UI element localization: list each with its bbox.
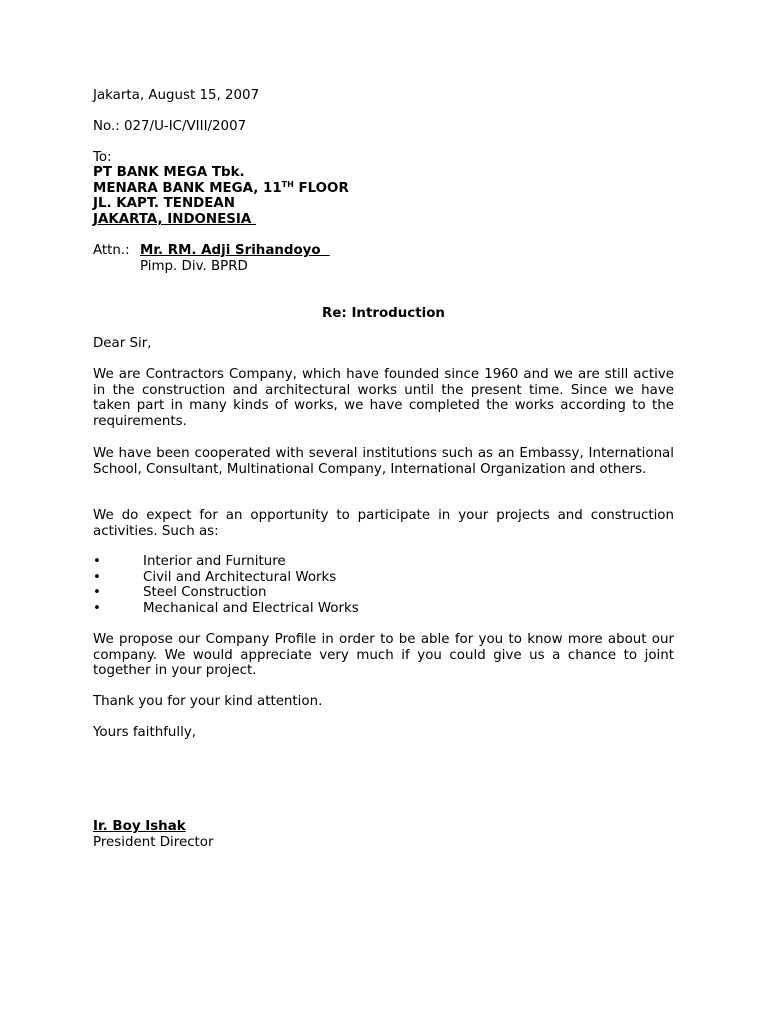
recipient-building-end: FLOOR <box>293 181 349 196</box>
attn-label: Attn.: <box>93 243 130 258</box>
recipient-company: PT BANK MEGA Tbk. <box>93 165 245 180</box>
letter-number: No.: 027/U-IC/VIII/2007 <box>93 119 247 134</box>
bullet-icon: • <box>93 585 101 600</box>
list-item <box>93 601 674 617</box>
signer-name-row <box>93 819 674 835</box>
attn-name: Mr. RM. Adji Srihandoyo <box>140 243 330 258</box>
recipient-city-row <box>93 212 674 228</box>
recipient-street: JL. KAPT. TENDEAN <box>93 196 235 211</box>
paragraph-intro: We are Contractors Company, which have founded since 1960 and we are still active in the construction and architectural works until the present time. Since we have taken part in many kinds of works, we have completed the works according to the requirements. <box>93 367 674 429</box>
attn-title: Pimp. Div. BPRD <box>140 259 248 274</box>
to-label: To: <box>93 150 112 165</box>
signer-name: Ir. Boy Ishak <box>93 819 186 834</box>
recipient-building <box>93 181 674 197</box>
list-item-label: Mechanical and Electrical Works <box>143 600 359 616</box>
list-item <box>93 570 674 586</box>
signer-title: President Director <box>93 835 214 850</box>
subject-line: Re: Introduction <box>322 306 445 321</box>
recipient-city: JAKARTA, INDONESIA <box>93 212 256 227</box>
list-item-label: Civil and Architectural Works <box>143 569 337 585</box>
recipient-building-main: MENARA BANK MEGA, 11 <box>93 181 282 196</box>
paragraph-opportunity: We do expect for an opportunity to participate in your projects and construction activities. Such as: <box>93 508 674 539</box>
bullet-icon: • <box>93 600 101 616</box>
list-item-label: Steel Construction <box>143 585 267 600</box>
list-item <box>93 554 674 570</box>
paragraph-cooperation: We have been cooperated with several institutions such as an Embassy, International School, Consultant, Multinational Company, International Organization and others. <box>93 446 674 477</box>
recipient-floor-suffix: TH <box>281 180 294 189</box>
salutation: Dear Sir, <box>93 336 152 351</box>
closing-line: Yours faithfully, <box>93 725 197 740</box>
list-item <box>93 585 674 601</box>
place-date: Jakarta, August 15, 2007 <box>93 88 260 103</box>
services-list <box>93 554 674 616</box>
paragraph-profile: We propose our Company Profile in order to be able for you to know more about our company. We would appreciate very much if you could give us a chance to joint together in your project. <box>93 632 674 678</box>
list-item-label: Interior and Furniture <box>143 554 286 569</box>
bullet-icon: • <box>93 554 101 569</box>
bullet-icon: • <box>93 569 101 585</box>
thanks-line: Thank you for your kind attention. <box>93 694 323 709</box>
